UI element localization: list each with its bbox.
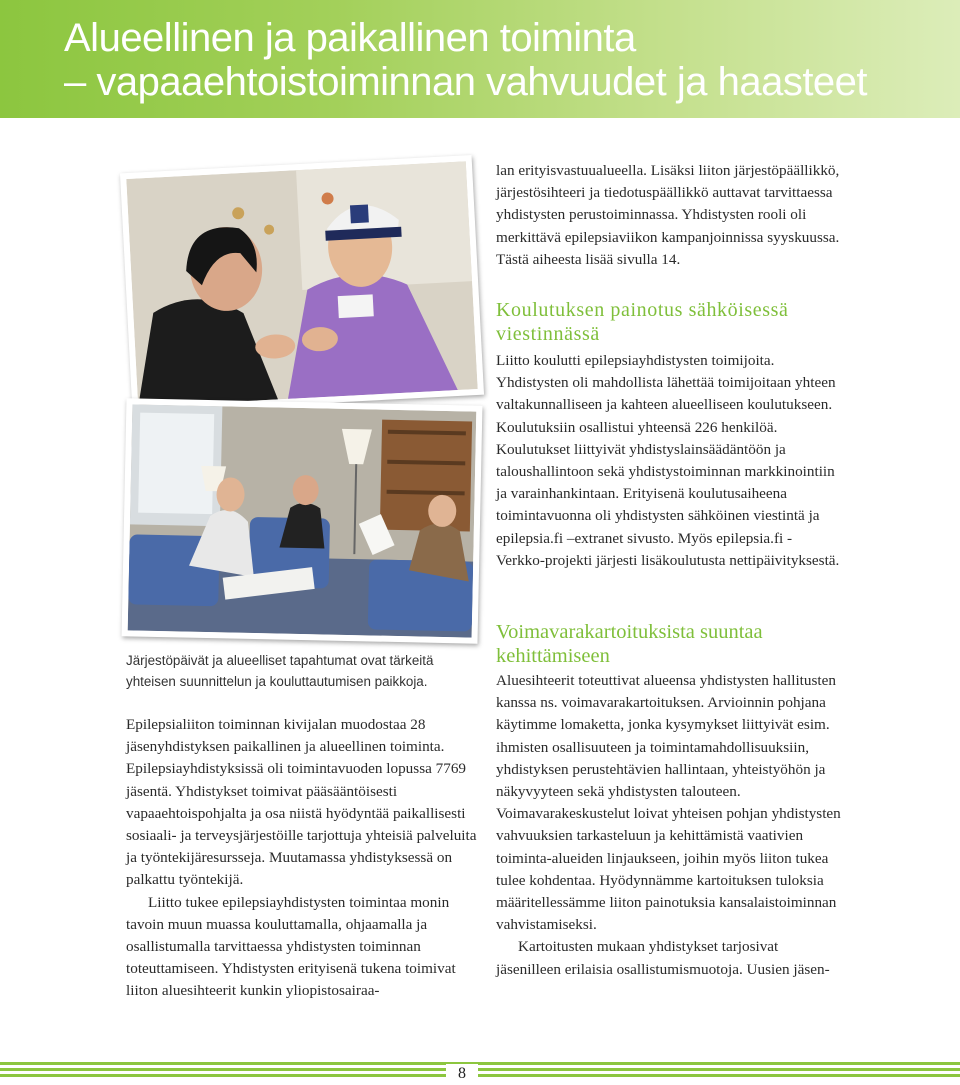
photo-meeting	[122, 398, 483, 643]
title-banner	[0, 0, 960, 118]
page-title-line2: – vapaaehtoistoiminnan vahvuudet ja haasteet	[64, 60, 868, 104]
training-paragraph: Liitto koulutti epilepsiayhdistysten toimijoita. Yhdistysten oli mahdollista lähettää toimijoitaan yhteen valtakunnalliseen ja kahteen alueelliseen koulutukseen. Koulutuksiin osallistui yhteensä 226 henkilöä. Koulutukset liittyivät yhdistyslainsäädäntöön ja taloushallintoon sekä yhdistystoiminnan markkinointiin ja varainhankintaan. Erityisenä koulutusaiheena toimintavuonna oli yhdistysten sähköinen viestintä ja epilepsia.fi –extranet sivusto. Myös epilepsia.fi - Verkko-projekti järjesti lisäkoulutusta nettipäivityksestä.	[496, 352, 840, 569]
left-paragraph-2: Liitto tukee epilepsiayhdistysten toimintaa monin tavoin muun muassa kouluttamalla, ohjaamalla ja osallistumalla tarvittaessa yhdistysten toiminnan toteuttamiseen. Yhdistysten erityisenä tukena toimivat liiton aluesihteerit kunkin yliopistosairaa-	[126, 893, 456, 1000]
left-paragraph-1: Epilepsialiiton toiminnan kivijalan muodostaa 28 jäsenyhdistyksen paikallinen ja alueellinen toiminta. Epilepsiayhdistyksissä oli toimintavuoden lopussa 7769 jäsentä. Yhdistykset toimivat pääsääntöisesti vapaaehtoispohjalta ja osa niistä hyödyntää paikallisesti sosiaali- ja terveysjärjestöille tarjottuja yhteisiä palveluita ja työntekijäresursseja. Muutamassa yhdistyksessä on palkattu työntekijä.	[126, 716, 477, 889]
footer-line-mid	[0, 1068, 960, 1071]
training-section-text	[496, 350, 842, 572]
section-heading-resources: Voimavarakartoituksista suuntaa kehittämiseen	[496, 621, 763, 667]
footer-line-bottom	[0, 1074, 960, 1077]
right-intro-text	[496, 160, 842, 271]
footer-line-top	[0, 1062, 960, 1065]
photo-conversation	[120, 155, 484, 413]
resources-section-text	[496, 670, 842, 981]
page-title	[64, 16, 944, 104]
right-intro-paragraph: lan erityisvastuualueella. Lisäksi liiton järjestöpäällikkö, järjestösihteeri ja tiedotuspäällikkö auttavat tarvittaessa yhdistysten perustoiminnassa. Yhdistysten rooli oli merkittävä epilepsiaviikon kampanjoinnissa syyskuussa. Tästä aiheesta lisää sivulla 14.	[496, 162, 840, 268]
left-column-text	[126, 714, 478, 1003]
page-title-line1: Alueellinen ja paikallinen toiminta	[64, 16, 636, 60]
resources-paragraph-1: Aluesihteerit toteuttivat alueensa yhdistysten hallitusten kanssa ns. voimavarakartoituksen. Arvioinnin pohjana käytimme lomaketta, jonka kysymykset liittyivät esim. ihmisten osallisuuteen ja toimintamahdollisuuksiin, yhdistyksen perustehtävien hallintaan, yhteistyöhön ja näkyvyyteen sekä yhdistysten talouteen. Voimavarakeskustelut loivat yhteisen pohjan yhdistysten vahvuuksien tarkasteluun ja kehittämistä vaativien toiminta-alueiden linjaukseen, joihin myös liiton tukea tulee kohdentaa. Hyödynnämme kartoituksen tuloksia määritellessämme liiton painotuksia kansalaistoiminnan vahvistamiseksi.	[496, 672, 841, 934]
photo-caption: Järjestöpäivät ja alueelliset tapahtumat ovat tärkeitä yhteisen suunnittelun ja kouluttautumisen paikkoja.	[126, 653, 434, 689]
footer-decoration	[0, 1060, 960, 1080]
resources-paragraph-2: Kartoitusten mukaan yhdistykset tarjosivat jäsenilleen erilaisia osallistumismuotoja. Uusien jäsen-	[496, 938, 830, 978]
page-number: 8	[446, 1064, 478, 1084]
section-heading-training: Koulutuksen painotus sähköisessä viestinnässä	[496, 299, 789, 345]
